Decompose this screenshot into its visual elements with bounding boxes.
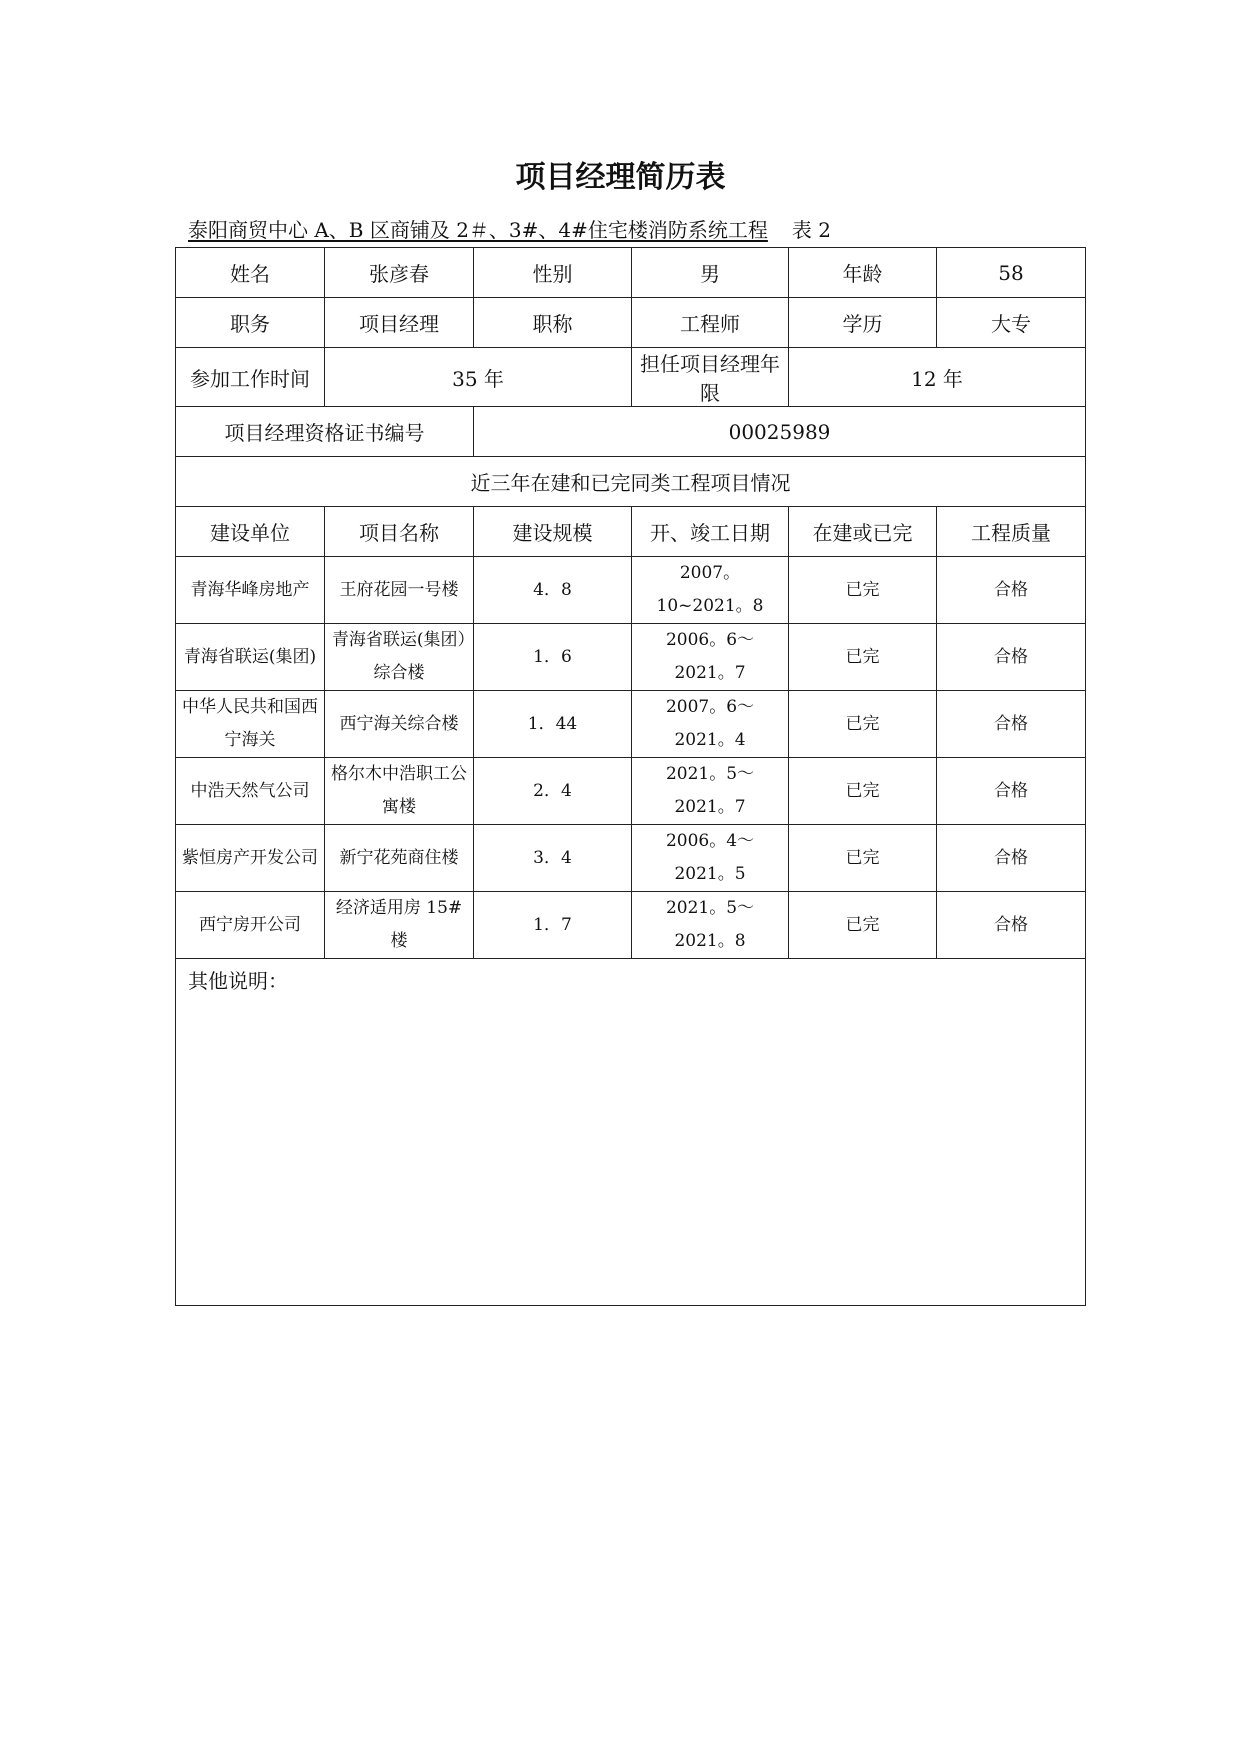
project-scale: 4．8 — [474, 557, 632, 624]
project-scale: 2．4 — [474, 758, 632, 825]
basic-row-4 — [176, 407, 1086, 457]
project-quality: 合格 — [937, 758, 1086, 825]
header-unit: 建设单位 — [176, 507, 325, 557]
project-name-cell: 王府花园一号楼 — [325, 557, 474, 624]
pm-years-label: 担任项目经理年限 — [632, 348, 789, 407]
project-scale: 1．6 — [474, 624, 632, 691]
project-quality: 合格 — [937, 892, 1086, 959]
work-time-value: 35 年 — [325, 348, 632, 407]
project-row — [176, 624, 1086, 691]
notes-row — [176, 959, 1086, 1306]
project-dates: 2007。6～2021。4 — [632, 691, 789, 758]
education-label: 学历 — [789, 298, 937, 348]
project-row — [176, 691, 1086, 758]
project-quality: 合格 — [937, 557, 1086, 624]
education-value: 大专 — [937, 298, 1086, 348]
project-quality: 合格 — [937, 825, 1086, 892]
table-number: 表 2 — [791, 218, 831, 242]
project-unit: 中浩天然气公司 — [176, 758, 325, 825]
project-status: 已完 — [789, 825, 937, 892]
title-label: 职称 — [474, 298, 632, 348]
age-label: 年龄 — [789, 248, 937, 298]
project-dates: 2007。10~2021。8 — [632, 557, 789, 624]
project-scale: 3．4 — [474, 825, 632, 892]
project-status: 已完 — [789, 691, 937, 758]
age-value: 58 — [937, 248, 1086, 298]
project-name-cell: 经济适用房 15#楼 — [325, 892, 474, 959]
project-unit: 中华人民共和国西宁海关 — [176, 691, 325, 758]
project-unit: 青海华峰房地产 — [176, 557, 325, 624]
notes-label: 其他说明： — [188, 969, 288, 993]
header-scale: 建设规模 — [474, 507, 632, 557]
projects-header-row — [176, 507, 1086, 557]
header-status: 在建或已完 — [789, 507, 937, 557]
project-name-cell: 新宁花苑商住楼 — [325, 825, 474, 892]
subtitle — [188, 216, 831, 244]
cert-label: 项目经理资格证书编号 — [176, 407, 474, 457]
project-scale: 1．44 — [474, 691, 632, 758]
project-quality: 合格 — [937, 691, 1086, 758]
project-quality: 合格 — [937, 624, 1086, 691]
projects-section-title: 近三年在建和已完同类工程项目情况 — [176, 457, 1086, 507]
project-row — [176, 758, 1086, 825]
header-dates: 开、竣工日期 — [632, 507, 789, 557]
notes-cell — [176, 959, 1086, 1306]
gender-label: 性别 — [474, 248, 632, 298]
project-dates: 2006。6～2021。7 — [632, 624, 789, 691]
basic-row-2 — [176, 298, 1086, 348]
position-label: 职务 — [176, 298, 325, 348]
resume-table — [175, 247, 1086, 1306]
pm-years-value: 12 年 — [789, 348, 1086, 407]
project-unit: 青海省联运(集团) — [176, 624, 325, 691]
project-unit: 西宁房开公司 — [176, 892, 325, 959]
project-rows — [176, 557, 1086, 959]
project-status: 已完 — [789, 892, 937, 959]
project-dates: 2021。5～2021。7 — [632, 758, 789, 825]
gender-value: 男 — [632, 248, 789, 298]
header-name: 项目名称 — [325, 507, 474, 557]
project-row — [176, 557, 1086, 624]
project-name-cell: 格尔木中浩职工公寓楼 — [325, 758, 474, 825]
name-label: 姓名 — [176, 248, 325, 298]
title-value: 工程师 — [632, 298, 789, 348]
header-quality: 工程质量 — [937, 507, 1086, 557]
project-dates: 2021。5～2021。8 — [632, 892, 789, 959]
cert-value: 00025989 — [474, 407, 1086, 457]
project-name: 泰阳商贸中心 A、B 区商铺及 2＃、3#、4#住宅楼消防系统工程 — [188, 218, 768, 242]
project-dates: 2006。4～2021。5 — [632, 825, 789, 892]
project-status: 已完 — [789, 557, 937, 624]
project-status: 已完 — [789, 624, 937, 691]
position-value: 项目经理 — [325, 298, 474, 348]
name-value: 张彦春 — [325, 248, 474, 298]
project-scale: 1．7 — [474, 892, 632, 959]
project-unit: 紫恒房产开发公司 — [176, 825, 325, 892]
work-time-label: 参加工作时间 — [176, 348, 325, 407]
project-status: 已完 — [789, 758, 937, 825]
project-name-cell: 青海省联运(集团）综合楼 — [325, 624, 474, 691]
project-row — [176, 825, 1086, 892]
project-name-cell: 西宁海关综合楼 — [325, 691, 474, 758]
basic-row-1 — [176, 248, 1086, 298]
project-row — [176, 892, 1086, 959]
page-title: 项目经理简历表 — [515, 160, 726, 195]
section-title-row — [176, 457, 1086, 507]
basic-row-3 — [176, 348, 1086, 407]
